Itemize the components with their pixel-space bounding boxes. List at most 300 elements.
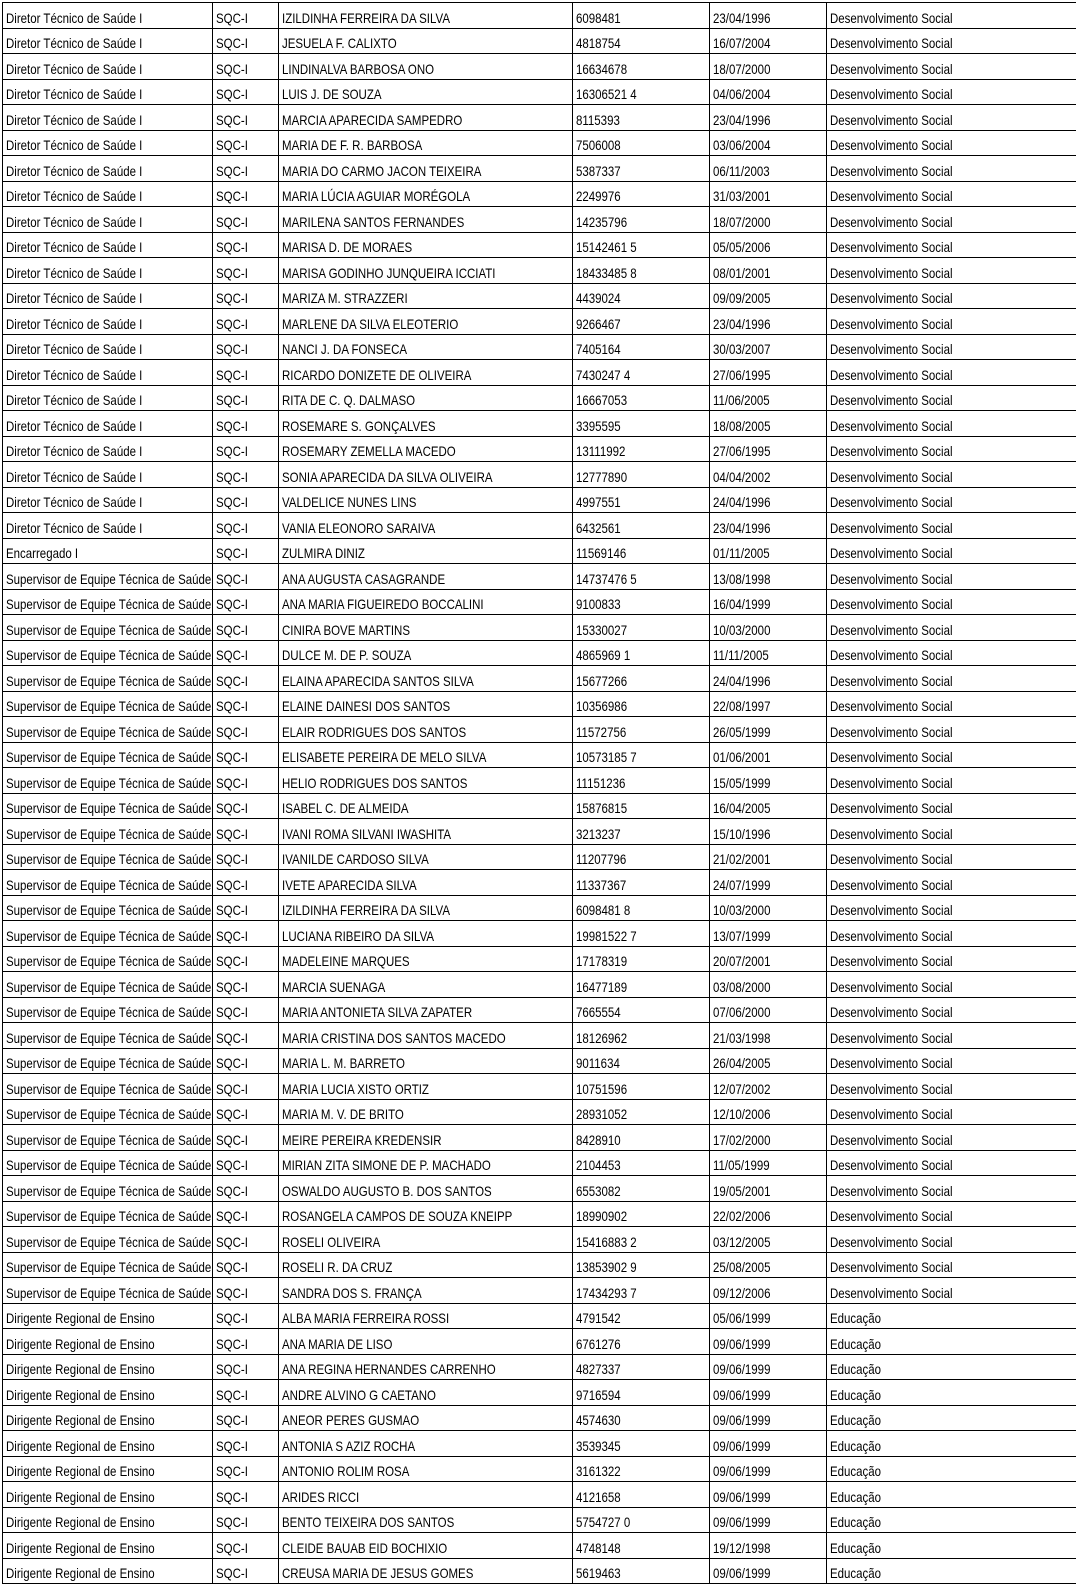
cell-text: 4748148 [576,1539,621,1556]
table-row [3,309,1077,335]
cell-text: SQC-I [216,902,248,918]
cell-text: SQC-I [216,188,248,204]
cell-text: Supervisor de Equipe Técnica de Saúde [6,698,212,714]
employee-table [2,2,1076,1584]
cell-cargo [3,1456,213,1482]
cell-nome [279,1252,573,1278]
table-row [3,513,1077,539]
cell-secretaria [827,870,1077,896]
cell-text: Educação [830,1386,882,1403]
cell-cargo [3,895,213,921]
cell-text: ROSELI R. DA CRUZ [282,1259,393,1275]
cell-nome [279,640,573,666]
cell-text: SQC-I [216,953,248,969]
cell-quadro [213,997,279,1023]
cell-text: SQC-I [216,417,248,434]
cell-data [710,3,827,29]
table-row [3,334,1077,360]
cell-text: SQC-I [216,1106,248,1122]
cell-text: 2249976 [576,188,621,204]
table-row [3,1176,1077,1202]
cell-text: 10751596 [576,1080,628,1097]
cell-cargo [3,666,213,692]
cell-cargo [3,1482,213,1508]
cell-data [710,564,827,590]
cell-text: Desenvolvimento Social [830,825,953,842]
cell-text: Desenvolvimento Social [830,1055,953,1071]
cell-data [710,1533,827,1559]
cell-text: SQC-I [216,111,248,128]
cell-text: ROSANGELA CAMPOS DE SOUZA KNEIPP [282,1208,513,1224]
cell-text: Desenvolvimento Social [830,188,953,204]
cell-rg [573,946,710,972]
cell-secretaria [827,334,1077,360]
cell-text: 01/06/2001 [713,749,771,765]
cell-text: ANEOR PERES GUSMAO [282,1412,420,1428]
cell-text: Diretor Técnico de Saúde I [6,494,143,510]
cell-quadro [213,1201,279,1227]
cell-quadro [213,1074,279,1100]
cell-nome [279,54,573,80]
cell-text: MARIA LUCIA XISTO ORTIZ [282,1080,429,1097]
cell-nome [279,564,573,590]
cell-quadro [213,768,279,794]
cell-text: Supervisor de Equipe Técnica de Saúde [6,621,212,638]
cell-text: Desenvolvimento Social [830,1029,953,1046]
cell-text: CLEIDE BAUAB EID BOCHIXIO [282,1539,448,1556]
cell-quadro [213,1405,279,1431]
cell-text: CINIRA BOVE MARTINS [282,621,411,638]
cell-secretaria [827,589,1077,615]
cell-text: ZULMIRA DINIZ [282,545,365,561]
cell-text: 9011634 [576,1055,620,1071]
cell-text: 15677266 [576,672,628,689]
cell-data [710,589,827,615]
cell-data [710,1380,827,1406]
cell-text: MARIZA M. STRAZZERI [282,290,408,306]
cell-text: SQC-I [216,1080,248,1097]
cell-text: SQC-I [216,621,248,638]
cell-cargo [3,1431,213,1457]
table-row [3,1354,1077,1380]
table-row [3,1456,1077,1482]
table-row [3,1074,1077,1100]
cell-secretaria [827,793,1077,819]
cell-text: 15876815 [576,800,628,816]
cell-data [710,411,827,437]
cell-quadro [213,589,279,615]
cell-text: SQC-I [216,494,248,510]
cell-text: Desenvolvimento Social [830,1259,953,1275]
spreadsheet-page [2,2,1076,1595]
cell-rg [573,1278,710,1304]
table-row [3,819,1077,845]
cell-text: 5754727 0 [576,1514,631,1530]
table-row [3,181,1077,207]
cell-text: 14235796 [576,213,628,230]
cell-text: SQC-I [216,86,248,102]
cell-text: ANDRE ALVINO G CAETANO [282,1386,436,1403]
cell-text: 2104453 [576,1157,621,1173]
cell-rg [573,513,710,539]
cell-text: Desenvolvimento Social [830,1208,953,1224]
cell-cargo [3,691,213,717]
cell-secretaria [827,1176,1077,1202]
cell-text: MARCIA SUENAGA [282,978,386,995]
cell-data [710,691,827,717]
cell-data [710,844,827,870]
cell-text: 7665554 [576,1004,621,1020]
cell-cargo [3,1303,213,1329]
cell-rg [573,283,710,309]
cell-text: 6098481 8 [576,902,631,918]
cell-text: 4997551 [576,494,621,510]
cell-rg [573,742,710,768]
cell-cargo [3,283,213,309]
cell-text: 30/03/2007 [713,341,771,357]
cell-cargo [3,1354,213,1380]
cell-rg [573,1558,710,1584]
table-row [3,3,1077,29]
cell-cargo [3,54,213,80]
cell-text: MARLENE DA SILVA ELEOTERIO [282,315,459,332]
cell-nome [279,538,573,564]
cell-nome [279,28,573,54]
cell-text: Desenvolvimento Social [830,366,953,383]
cell-nome [279,742,573,768]
cell-text: MARIA DE F. R. BARBOSA [282,137,423,153]
cell-text: 09/06/1999 [713,1463,771,1479]
cell-secretaria [827,717,1077,743]
cell-text: 09/06/1999 [713,1565,771,1581]
cell-data [710,1329,827,1355]
table-row [3,538,1077,564]
cell-text: Desenvolvimento Social [830,545,953,561]
cell-nome [279,1176,573,1202]
cell-text: 15/05/1999 [713,774,771,791]
table-row [3,436,1077,462]
cell-text: Dirigente Regional de Ensino [6,1488,155,1505]
cell-text: Desenvolvimento Social [830,494,953,510]
cell-text: ROSELI OLIVEIRA [282,1233,381,1250]
cell-text: SONIA APARECIDA DA SILVA OLIVEIRA [282,468,493,485]
cell-text: IVANILDE CARDOSO SILVA [282,851,429,867]
cell-rg [573,3,710,29]
cell-nome [279,283,573,309]
table-row [3,564,1077,590]
cell-rg [573,1354,710,1380]
cell-text: SQC-I [216,1335,248,1352]
cell-text: 23/04/1996 [713,519,771,536]
cell-data [710,819,827,845]
cell-text: 07/06/2000 [713,1004,771,1020]
cell-text: 5387337 [576,162,621,179]
cell-text: 19981522 7 [576,927,637,944]
cell-text: 17434293 7 [576,1284,637,1301]
cell-data [710,1303,827,1329]
cell-text: MARIA ANTONIETA SILVA ZAPATER [282,1004,473,1020]
cell-text: 09/06/1999 [713,1412,771,1428]
cell-data [710,385,827,411]
cell-rg [573,1456,710,1482]
table-row [3,691,1077,717]
cell-text: 15142461 5 [576,239,637,255]
cell-text: 6553082 [576,1182,621,1199]
cell-text: IZILDINHA FERREIRA DA SILVA [282,902,450,918]
cell-text: Supervisor de Equipe Técnica de Saúde [6,647,212,663]
cell-text: 11207796 [576,851,627,867]
cell-rg [573,1048,710,1074]
cell-text: Dirigente Regional de Ensino [6,1310,155,1326]
cell-text: Desenvolvimento Social [830,162,953,179]
cell-rg [573,1099,710,1125]
cell-text: 01/11/2005 [713,545,770,561]
cell-text: 23/04/1996 [713,315,771,332]
cell-text: SQC-I [216,1182,248,1199]
cell-nome [279,793,573,819]
cell-text: 23/04/1996 [713,9,771,26]
cell-data [710,1456,827,1482]
cell-text: 3395595 [576,417,621,434]
cell-quadro [213,181,279,207]
cell-text: CREUSA MARIA DE JESUS GOMES [282,1565,474,1581]
cell-nome [279,870,573,896]
cell-text: SQC-I [216,876,248,893]
cell-text: SQC-I [216,1157,248,1173]
cell-secretaria [827,487,1077,513]
cell-text: 03/08/2000 [713,978,771,995]
cell-cargo [3,997,213,1023]
cell-cargo [3,1329,213,1355]
cell-text: 27/06/1995 [713,366,771,383]
cell-text: Desenvolvimento Social [830,315,953,332]
cell-nome [279,1099,573,1125]
table-row [3,615,1077,641]
cell-cargo [3,1201,213,1227]
cell-text: Desenvolvimento Social [830,1131,953,1148]
cell-text: Diretor Técnico de Saúde I [6,239,143,255]
cell-rg [573,385,710,411]
cell-text: SQC-I [216,443,248,459]
cell-nome [279,1023,573,1049]
cell-quadro [213,385,279,411]
cell-text: ROSEMARE S. GONÇALVES [282,417,436,434]
cell-secretaria [827,742,1077,768]
cell-text: MARIA LÚCIA AGUIAR MORÉGOLA [282,188,471,204]
cell-text: Educação [830,1412,882,1428]
cell-text: 26/05/1999 [713,723,771,740]
cell-text: 4791542 [576,1310,621,1326]
cell-text: ANTONIO ROLIM ROSA [282,1463,410,1479]
table-row [3,156,1077,182]
cell-text: 9100833 [576,596,621,612]
cell-cargo [3,1558,213,1584]
cell-text: ELAINA APARECIDA SANTOS SILVA [282,672,474,689]
cell-rg [573,181,710,207]
cell-text: SQC-I [216,825,248,842]
cell-data [710,156,827,182]
cell-quadro [213,666,279,692]
cell-rg [573,1176,710,1202]
cell-cargo [3,360,213,386]
cell-text: SQC-I [216,774,248,791]
cell-text: SQC-I [216,239,248,255]
cell-secretaria [827,1405,1077,1431]
cell-text: Supervisor de Equipe Técnica de Saúde [6,1106,212,1122]
cell-text: 16667053 [576,392,628,408]
cell-text: 15/10/1996 [713,825,771,842]
cell-text: SQC-I [216,1029,248,1046]
cell-nome [279,1507,573,1533]
cell-text: Educação [830,1310,882,1326]
cell-text: 04/04/2002 [713,468,771,485]
cell-secretaria [827,1303,1077,1329]
cell-text: Supervisor de Equipe Técnica de Saúde [6,749,212,765]
cell-quadro [213,793,279,819]
cell-text: 18126962 [576,1029,628,1046]
cell-cargo [3,79,213,105]
cell-text: 3213237 [576,825,621,842]
cell-rg [573,334,710,360]
cell-text: Diretor Técnico de Saúde I [6,188,143,204]
cell-nome [279,717,573,743]
cell-text: Desenvolvimento Social [830,1182,953,1199]
cell-quadro [213,1456,279,1482]
cell-secretaria [827,1558,1077,1584]
cell-text: Supervisor de Equipe Técnica de Saúde [6,825,212,842]
cell-text: Desenvolvimento Social [830,213,953,230]
table-row [3,105,1077,131]
cell-data [710,921,827,947]
cell-text: IVANI ROMA SILVANI IWASHITA [282,825,452,842]
cell-text: Educação [830,1361,882,1377]
cell-text: RITA DE C. Q. DALMASO [282,392,416,408]
cell-nome [279,921,573,947]
cell-text: 4865969 1 [576,647,631,663]
cell-text: Dirigente Regional de Ensino [6,1437,155,1454]
cell-quadro [213,334,279,360]
cell-text: 10573185 7 [576,749,637,765]
cell-quadro [213,411,279,437]
cell-text: Desenvolvimento Social [830,239,953,255]
cell-data [710,1252,827,1278]
cell-nome [279,895,573,921]
cell-text: DULCE M. DE P. SOUZA [282,647,412,663]
cell-rg [573,207,710,233]
cell-nome [279,691,573,717]
cell-text: RICARDO DONIZETE DE OLIVEIRA [282,366,472,383]
cell-text: 24/07/1999 [713,876,771,893]
cell-data [710,1507,827,1533]
table-row [3,1303,1077,1329]
cell-secretaria [827,462,1077,488]
cell-text: Diretor Técnico de Saúde I [6,341,143,357]
cell-data [710,1150,827,1176]
cell-text: 24/04/1996 [713,672,771,689]
cell-data [710,793,827,819]
table-row [3,232,1077,258]
cell-text: MARIA DO CARMO JACON TEIXEIRA [282,162,482,179]
cell-text: 10/03/2000 [713,902,771,918]
cell-text: Desenvolvimento Social [830,443,953,459]
cell-text: Desenvolvimento Social [830,9,953,26]
cell-cargo [3,3,213,29]
cell-text: Supervisor de Equipe Técnica de Saúde [6,1233,212,1250]
cell-text: Desenvolvimento Social [830,1284,953,1301]
cell-rg [573,895,710,921]
cell-cargo [3,1125,213,1151]
cell-text: 04/06/2004 [713,86,771,102]
cell-text: SQC-I [216,35,248,51]
cell-text: 7430247 4 [576,366,631,383]
cell-text: 12777890 [576,468,628,485]
cell-secretaria [827,309,1077,335]
cell-text: Diretor Técnico de Saúde I [6,366,143,383]
table-row [3,462,1077,488]
cell-text: Desenvolvimento Social [830,876,953,893]
cell-nome [279,1354,573,1380]
cell-nome [279,79,573,105]
cell-rg [573,462,710,488]
cell-text: 18/08/2005 [713,417,771,434]
cell-text: SQC-I [216,264,248,281]
cell-text: Desenvolvimento Social [830,264,953,281]
cell-text: SQC-I [216,137,248,153]
cell-text: SQC-I [216,315,248,332]
cell-text: SQC-I [216,1412,248,1428]
cell-rg [573,105,710,131]
cell-text: Desenvolvimento Social [830,1106,953,1122]
cell-data [710,181,827,207]
cell-text: Supervisor de Equipe Técnica de Saúde [6,1131,212,1148]
cell-rg [573,538,710,564]
cell-quadro [213,54,279,80]
cell-text: 11151236 [576,774,626,791]
cell-data [710,1125,827,1151]
cell-text: Educação [830,1335,882,1352]
table-row [3,1023,1077,1049]
cell-secretaria [827,946,1077,972]
cell-text: 3539345 [576,1437,621,1454]
cell-text: 11/06/2005 [713,392,770,408]
cell-rg [573,1533,710,1559]
cell-text: Supervisor de Equipe Técnica de Saúde [6,1004,212,1020]
cell-nome [279,513,573,539]
cell-text: Supervisor de Equipe Técnica de Saúde [6,570,212,587]
cell-text: Diretor Técnico de Saúde I [6,137,143,153]
cell-text: IZILDINHA FERREIRA DA SILVA [282,9,450,26]
cell-data [710,1354,827,1380]
cell-secretaria [827,1201,1077,1227]
cell-text: 11/11/2005 [713,647,769,663]
cell-data [710,1201,827,1227]
cell-secretaria [827,564,1077,590]
cell-quadro [213,1278,279,1304]
cell-nome [279,487,573,513]
cell-data [710,283,827,309]
cell-rg [573,232,710,258]
cell-rg [573,819,710,845]
cell-rg [573,1150,710,1176]
cell-text: SQC-I [216,749,248,765]
cell-nome [279,156,573,182]
cell-cargo [3,1023,213,1049]
cell-nome [279,1558,573,1584]
table-row [3,895,1077,921]
cell-text: Desenvolvimento Social [830,774,953,791]
cell-text: Desenvolvimento Social [830,111,953,128]
cell-quadro [213,921,279,947]
